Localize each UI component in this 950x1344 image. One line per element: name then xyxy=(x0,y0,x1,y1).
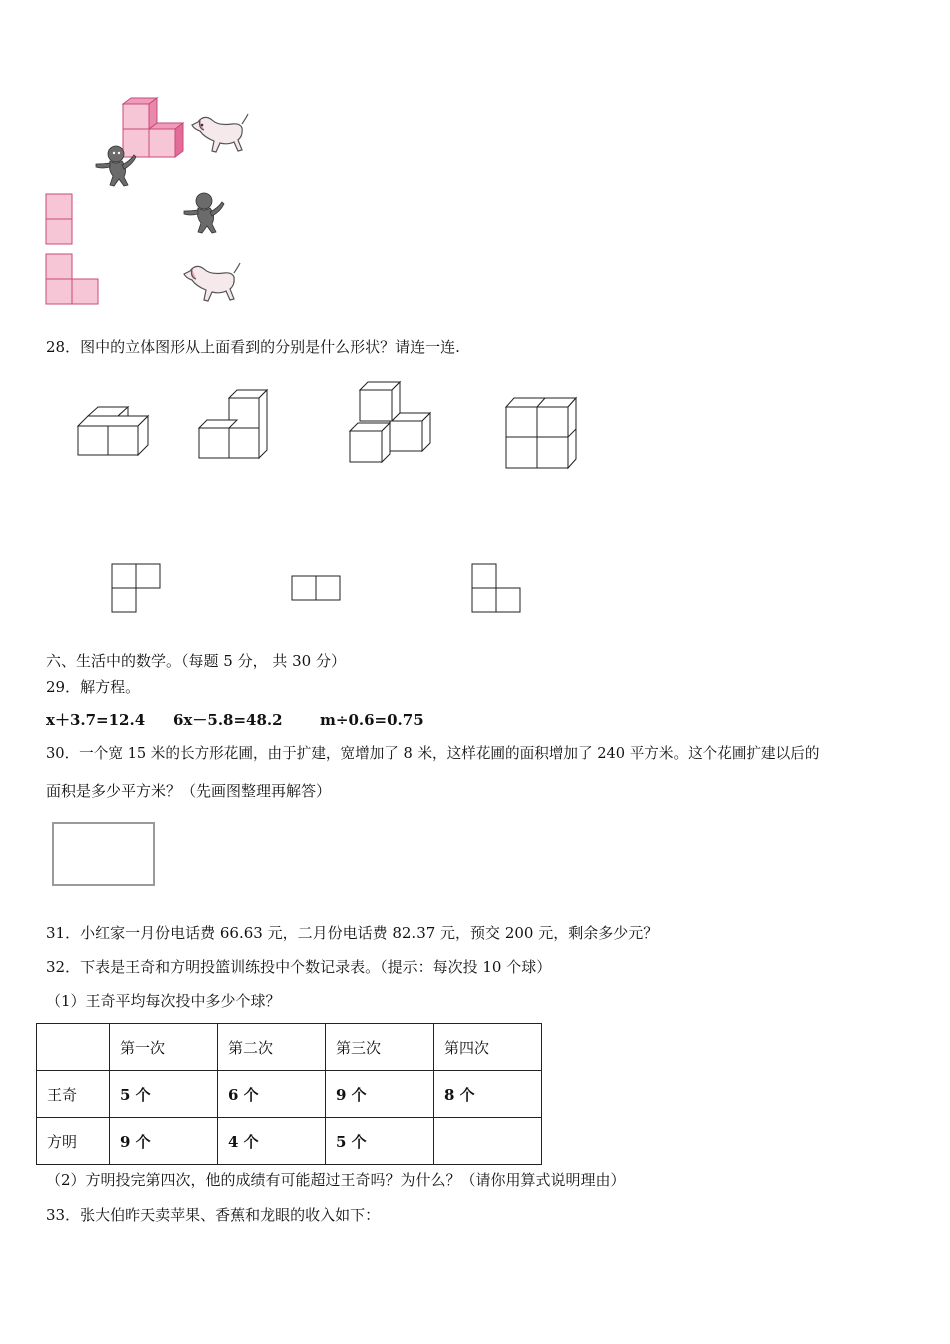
table-cell: 5 个 xyxy=(110,1071,218,1118)
table-row xyxy=(37,1024,542,1071)
solid-1 xyxy=(76,404,152,460)
top-view-1 xyxy=(111,563,163,613)
dog-icon xyxy=(182,261,240,305)
solid-3 xyxy=(348,379,434,465)
dog-icon xyxy=(190,112,248,156)
table-cell: 王奇 xyxy=(37,1071,110,1118)
table-row xyxy=(37,1118,542,1165)
q29-eq1: x＋3.7=12.4 xyxy=(46,711,146,729)
q32-sub1: （1）王奇平均每次投中多少个球？ xyxy=(46,992,281,1010)
q30-line1: 30．一个宽 15 米的长方形花圃，由于扩建，宽增加了 8 米，这样花圃的面积增加了 240 平方米。这个花圃扩建以后的 xyxy=(46,745,820,762)
table-cell: 4 个 xyxy=(218,1118,326,1165)
table-cell: 9 个 xyxy=(110,1118,218,1165)
monkey-icon xyxy=(92,143,138,189)
solid-4 xyxy=(504,396,580,472)
table-cell: 8 个 xyxy=(434,1071,542,1118)
section6-heading: 六、生活中的数学。（每题 5 分， 共 30 分） xyxy=(46,652,346,670)
q29-eq2: 6x－5.8=48.2 xyxy=(173,711,283,729)
table-cell: 6 个 xyxy=(218,1071,326,1118)
view-l-shape xyxy=(45,253,101,305)
table-cell: 第三次 xyxy=(326,1024,434,1071)
table-cell: 第二次 xyxy=(218,1024,326,1071)
view-two-stacked xyxy=(45,193,75,245)
q31-text: 31．小红家一月份电话费 66.63 元，二月份电话费 82.37 元，预交 200 元，剩余多少元？ xyxy=(46,924,659,942)
solid-2 xyxy=(197,387,273,463)
top-view-2 xyxy=(291,575,343,602)
q30-line2: 面积是多少平方米？（先画图整理再解答） xyxy=(46,782,332,800)
q29-title: 29．解方程。 xyxy=(46,678,141,696)
table-cell: 9 个 xyxy=(326,1071,434,1118)
table-cell xyxy=(434,1118,542,1165)
table-cell: 5 个 xyxy=(326,1118,434,1165)
q32-sub2: （2）方明投完第四次，他的成绩有可能超过王奇吗？为什么？（请你用算式说明理由） xyxy=(46,1171,626,1189)
record-table xyxy=(36,1023,542,1165)
q28-text: 28．图中的立体图形从上面看到的分别是什么形状？请连一连. xyxy=(46,338,460,356)
q30-drawing-box xyxy=(52,822,155,886)
q33-text: 33．张大伯昨天卖苹果、香蕉和龙眼的收入如下： xyxy=(46,1206,381,1224)
table-cell: 第一次 xyxy=(110,1024,218,1071)
table-cell: 方明 xyxy=(37,1118,110,1165)
table-row xyxy=(37,1071,542,1118)
q32-text: 32．下表是王奇和方明投篮训练投中个数记录表。（提示：每次投 10 个球） xyxy=(46,958,552,976)
table-cell xyxy=(37,1024,110,1071)
table-cell: 第四次 xyxy=(434,1024,542,1071)
top-view-3 xyxy=(471,563,523,613)
q29-eq3: m÷0.6=0.75 xyxy=(320,711,424,729)
monkey-icon xyxy=(180,190,226,236)
